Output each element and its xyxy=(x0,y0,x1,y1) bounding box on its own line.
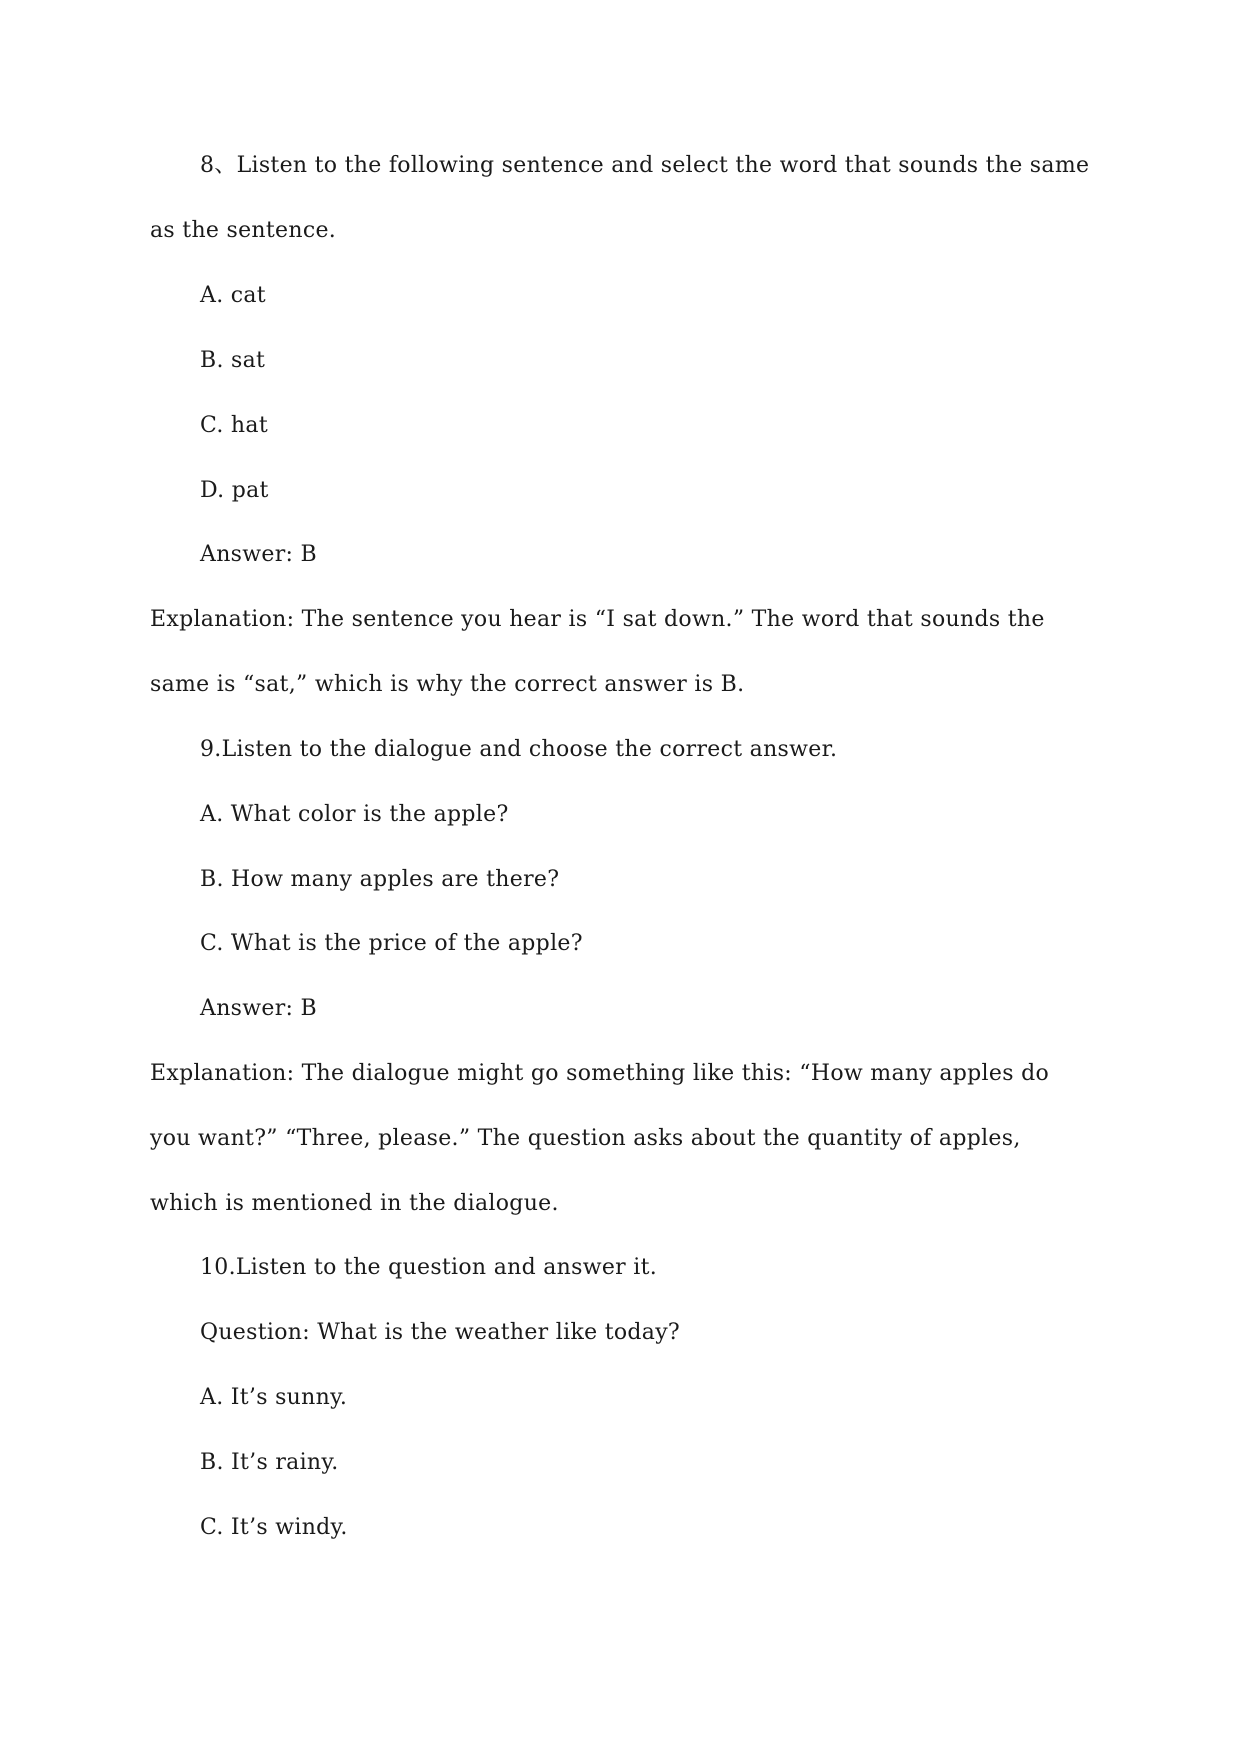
question-9-explanation-line-3: which is mentioned in the dialogue. xyxy=(150,1191,559,1216)
question-9-option-a: A. What color is the apple? xyxy=(200,802,509,827)
question-9-explanation-line-2: you want?” “Three, please.” The question asks about the quantity of apples, xyxy=(150,1126,1021,1151)
question-8-stem-line-1: 8、Listen to the following sentence and select the word that sounds the same xyxy=(200,153,1090,178)
question-10-option-c: C. It’s windy. xyxy=(200,1515,348,1540)
question-9-explanation-line-1: Explanation: The dialogue might go something like this: “How many apples do xyxy=(150,1061,1050,1086)
question-8-answer: Answer: B xyxy=(200,542,317,567)
question-10-stem: 10.Listen to the question and answer it. xyxy=(200,1255,658,1280)
question-9-option-b: B. How many apples are there? xyxy=(200,867,560,892)
question-10-option-b: B. It’s rainy. xyxy=(200,1450,339,1475)
question-9-option-c: C. What is the price of the apple? xyxy=(200,931,583,956)
question-8-option-a: A. cat xyxy=(200,283,266,308)
question-9-stem: 9.Listen to the dialogue and choose the correct answer. xyxy=(200,737,838,762)
question-8-option-c: C. hat xyxy=(200,413,268,438)
question-8-option-b: B. sat xyxy=(200,348,266,373)
question-8-option-d: D. pat xyxy=(200,478,269,503)
question-10-option-a: A. It’s sunny. xyxy=(200,1385,348,1410)
question-10-question: Question: What is the weather like today? xyxy=(200,1320,681,1345)
question-8-explanation-line-1: Explanation: The sentence you hear is “I sat down.” The word that sounds the xyxy=(150,607,1045,632)
question-8-stem-line-2: as the sentence. xyxy=(150,218,337,243)
question-8-explanation-line-2: same is “sat,” which is why the correct answer is B. xyxy=(150,672,745,697)
question-9-answer: Answer: B xyxy=(200,996,317,1021)
